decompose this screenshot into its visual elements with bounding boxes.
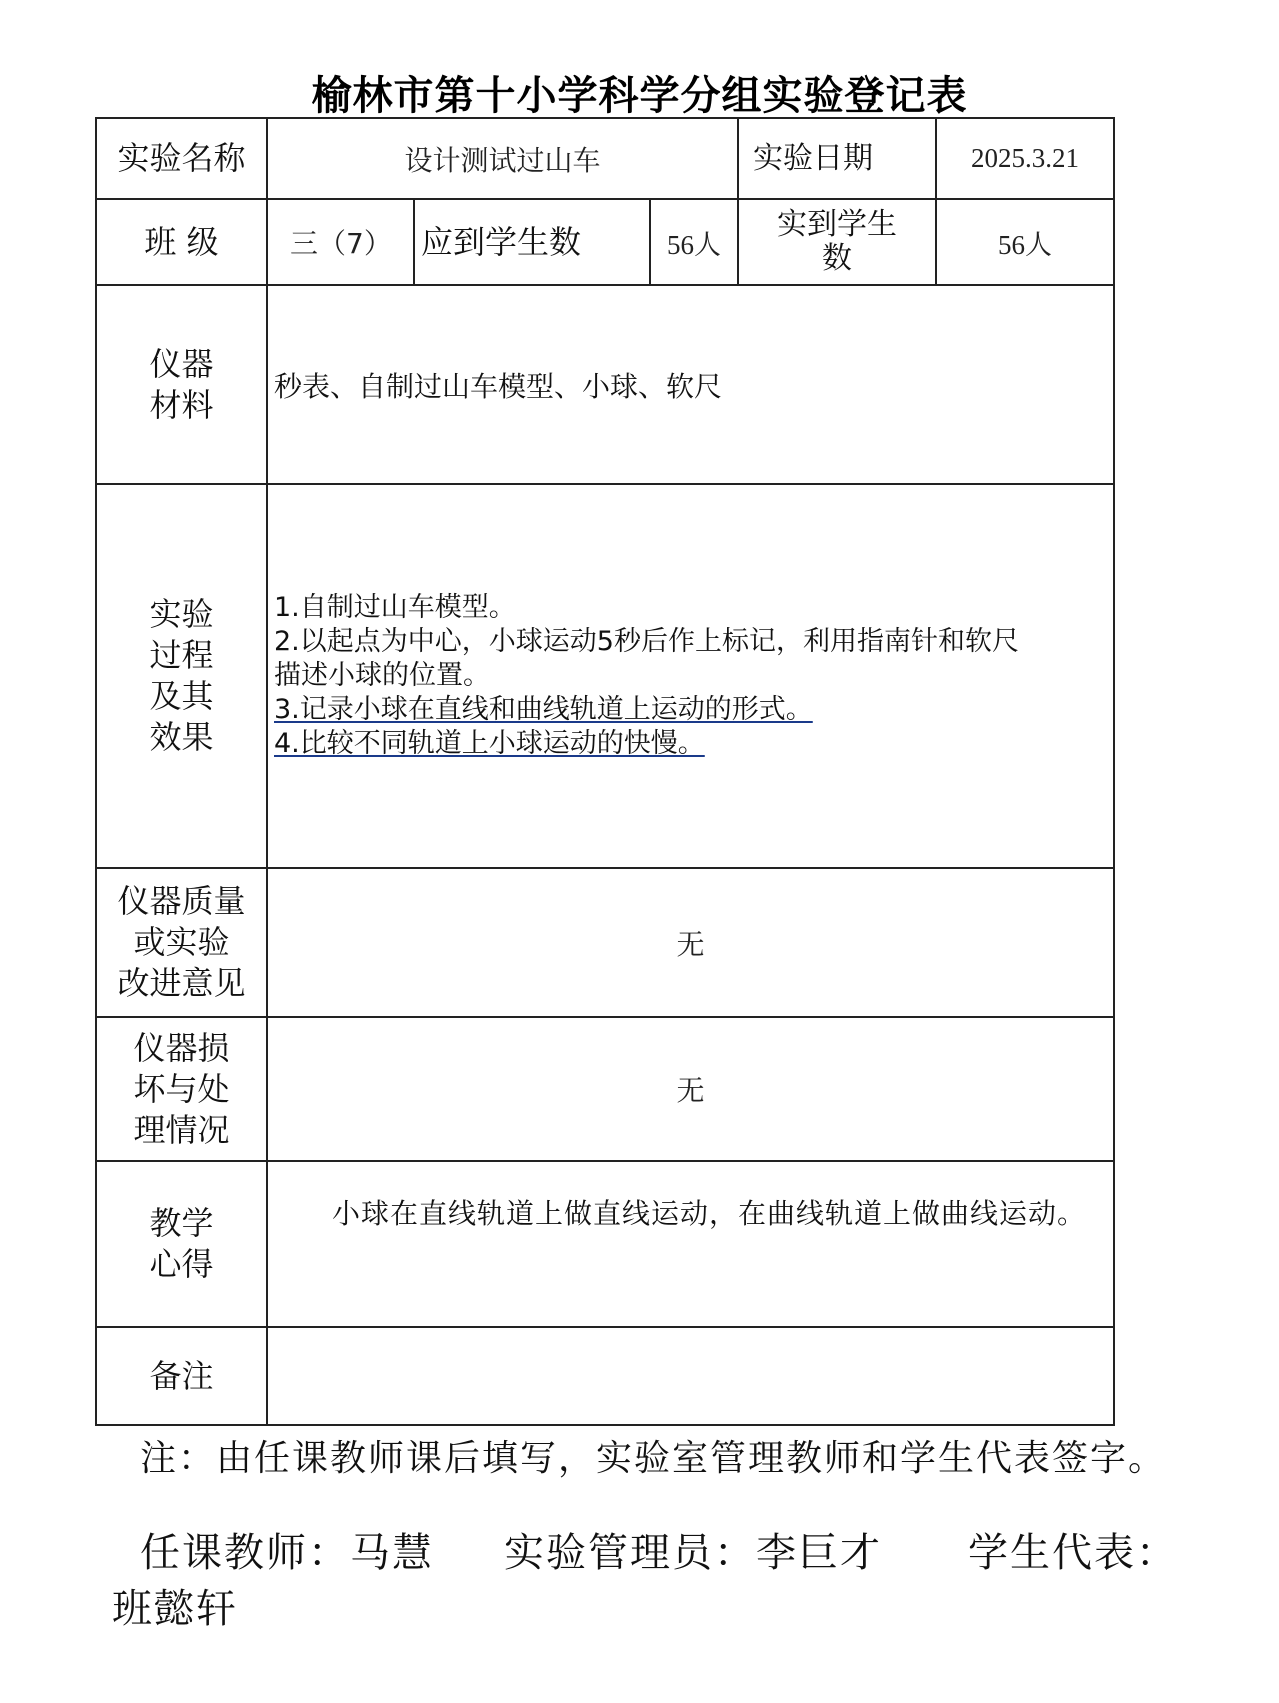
row-remarks — [96, 1327, 1114, 1425]
signatures — [112, 1525, 1192, 1637]
row-damage — [96, 1017, 1114, 1161]
row-materials — [96, 285, 1114, 484]
remarks-label: 备注 — [96, 1327, 267, 1425]
footer-note: 注：由任课教师课后填写，实验室管理教师和学生代表签字。 — [140, 1438, 1167, 1479]
row-experiment-name — [96, 118, 1114, 199]
process-label-line: 实验 — [149, 595, 214, 633]
row-class-info — [96, 199, 1114, 285]
expected-students-label: 应到学生数 — [414, 199, 650, 285]
lab-admin-signature: 实验管理员：李巨才 — [504, 1530, 882, 1576]
materials-value: 秒表、自制过山车模型、小球、软尺 — [267, 285, 1114, 484]
experiment-date-value: 2025.3.21 — [936, 118, 1114, 199]
reflection-label-line: 心得 — [149, 1245, 214, 1283]
actual-students-label — [738, 199, 936, 285]
experiment-name-value: 设计测试过山车 — [267, 118, 738, 199]
process-label-line: 过程 — [149, 636, 214, 674]
experiment-name-label: 实验名称 — [96, 118, 267, 199]
experiment-date-label: 实验日期 — [738, 118, 936, 199]
process-step: 2.以起点为中心，小球运动5秒后作上标记，利用指南针和软尺 — [274, 626, 1019, 657]
process-label — [96, 484, 267, 868]
reflection-value — [267, 1161, 1114, 1327]
process-label-line: 效果 — [149, 718, 214, 756]
quality-label — [96, 868, 267, 1017]
registration-table — [95, 117, 1115, 1426]
row-quality — [96, 868, 1114, 1017]
quality-value: 无 — [267, 868, 1114, 1017]
reflection-label-line: 教学 — [149, 1204, 214, 1242]
materials-label-line1: 仪器 — [149, 344, 214, 383]
materials-label-line2: 材料 — [149, 385, 214, 424]
quality-label-line: 或实验 — [133, 923, 230, 961]
process-step: 1.自制过山车模型。 — [274, 592, 516, 623]
process-label-line: 及其 — [149, 677, 214, 715]
damage-label-line: 坏与处 — [133, 1069, 230, 1108]
process-step: 4.比较不同轨道上小球运动的快慢。 — [274, 728, 705, 759]
materials-label — [96, 285, 267, 484]
actual-students-label-line1: 实到学生 — [777, 207, 898, 242]
process-steps — [267, 484, 1114, 868]
form-title: 榆林市第十小学科学分组实验登记表 — [311, 73, 968, 119]
row-process — [96, 484, 1114, 868]
process-step: 3.记录小球在直线和曲线轨道上运动的形式。 — [274, 694, 813, 725]
actual-students-label-line2: 数 — [822, 241, 853, 276]
damage-value: 无 — [267, 1017, 1114, 1161]
class-value: 三（7） — [267, 199, 414, 285]
remarks-value — [267, 1327, 1114, 1425]
quality-label-line: 改进意见 — [117, 964, 246, 1002]
reflection-text: 小球在直线轨道上做直线运动，在曲线轨道上做曲线运动。 — [332, 1197, 1087, 1230]
class-label: 班 级 — [96, 199, 267, 285]
process-step: 描述小球的位置。 — [274, 660, 490, 691]
quality-label-line: 仪器质量 — [117, 882, 246, 920]
student-rep-signature: 学生代表：班懿轩 — [112, 1530, 1178, 1632]
reflection-label — [96, 1161, 267, 1327]
damage-label — [96, 1017, 267, 1161]
actual-students-value: 56人 — [936, 199, 1114, 285]
teacher-signature: 任课教师：马慧 — [140, 1530, 434, 1576]
damage-label-line: 理情况 — [133, 1110, 230, 1149]
damage-label-line: 仪器损 — [133, 1028, 230, 1067]
expected-students-value: 56人 — [650, 199, 738, 285]
row-reflection — [96, 1161, 1114, 1327]
